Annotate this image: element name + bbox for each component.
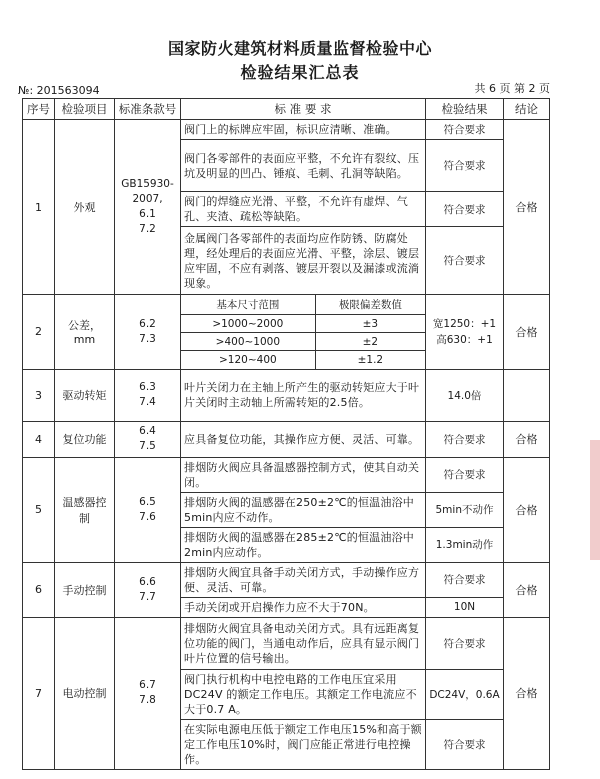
row-number: 3 — [23, 369, 55, 421]
row-number: 6 — [23, 562, 55, 617]
test-item: 驱动转矩 — [55, 369, 115, 421]
col-header-item: 检验项目 — [55, 99, 115, 120]
test-result: 符合要求 — [426, 140, 504, 192]
test-item: 复位功能 — [55, 421, 115, 457]
requirement-text: 阀门执行机构中电控电路的工作电压宜采用 DC24V 的额定工作电压。其额定工作电流应不大于0.7 A。 — [181, 669, 426, 719]
conclusion: 合格 — [504, 421, 550, 457]
requirement-text: 排烟防火阀的温感器在285±2℃的恒温油浴中2min内应动作。 — [181, 527, 426, 562]
test-item: 温感器控制 — [55, 457, 115, 562]
requirement-text: 手动关闭或开启操作力应不大于70N。 — [181, 597, 426, 617]
requirement-text: 应具备复位功能，其操作应方便、灵活、可靠。 — [181, 421, 426, 457]
row-number: 4 — [23, 421, 55, 457]
standard-clause: 6.6 7.7 — [115, 562, 181, 617]
results-table — [22, 98, 550, 770]
standard-clause: 6.3 7.4 — [115, 369, 181, 421]
test-result: 符合要求 — [426, 457, 504, 492]
org-title: 国家防火建筑材料质量监督检验中心 — [167, 39, 432, 58]
table-row — [23, 562, 550, 597]
size-range: >400~1000 — [181, 333, 315, 351]
test-item: 电动控制 — [55, 617, 115, 769]
table-row — [23, 457, 550, 492]
test-result: 符合要求 — [426, 562, 504, 597]
standard-clause: 6.2 7.3 — [115, 295, 181, 370]
row-number: 5 — [23, 457, 55, 562]
requirement-text: 排烟防火阀应具备温感器控制方式，使其自动关闭。 — [181, 457, 426, 492]
test-result: 宽1250：+1 高630：+1 — [426, 295, 504, 370]
test-result: 符合要求 — [426, 421, 504, 457]
document-number: №: 201563094 — [18, 84, 100, 97]
sub-header-deviation: 极限偏差数值 — [315, 295, 425, 315]
deviation-value: ±1.2 — [315, 351, 425, 369]
conclusion: 合格 — [504, 120, 550, 295]
requirement-text: 排烟防火阀宜具备电动关闭方式。具有远距离复位功能的阀门，当通电动作后，应具有显示阀门叶片位置的信号输出。 — [181, 617, 426, 669]
standard-clause: GB15930-2007, 6.1 7.2 — [115, 120, 181, 295]
col-header-no: 序号 — [23, 99, 55, 120]
requirement-text: 阀门各零部件的表面应平整，不允许有裂纹、压坑及明显的凹凸、锤痕、毛刺、孔洞等缺陷。 — [181, 140, 426, 192]
deviation-value: ±2 — [315, 333, 425, 351]
test-item: 手动控制 — [55, 562, 115, 617]
tolerance-subtable — [181, 295, 425, 369]
requirement-text: 叶片关闭力在主轴上所产生的驱动转矩应大于叶片关闭时主动轴上所需转矩的2.5倍。 — [181, 369, 426, 421]
standard-clause: 6.4 7.5 — [115, 421, 181, 457]
conclusion — [504, 369, 550, 421]
col-header-requirement: 标 准 要 求 — [181, 99, 426, 120]
requirement-text: 在实际电源电压低于额定工作电压15%和高于额定工作电压10%时，阀门应能正常进行电控操作。 — [181, 719, 426, 769]
col-header-conclusion: 结论 — [504, 99, 550, 120]
test-result: 1.3min动作 — [426, 527, 504, 562]
test-result: 符合要求 — [426, 617, 504, 669]
standard-clause: 6.7 7.8 — [115, 617, 181, 769]
test-result: 符合要求 — [426, 120, 504, 140]
conclusion: 合格 — [504, 457, 550, 562]
test-result: 10N — [426, 597, 504, 617]
sub-header-range: 基本尺寸范围 — [216, 299, 280, 311]
test-result: DC24V，0.6A — [426, 669, 504, 719]
test-result: 符合要求 — [426, 719, 504, 769]
table-row — [23, 617, 550, 669]
size-range: >1000~2000 — [181, 315, 315, 333]
page-info: 共 6 页 第 2 页 — [474, 82, 550, 95]
row-number: 1 — [23, 120, 55, 295]
table-row — [23, 295, 550, 370]
test-result: 5min不动作 — [426, 492, 504, 527]
test-result: 符合要求 — [426, 192, 504, 227]
conclusion: 合格 — [504, 617, 550, 769]
requirement-text: 阀门的焊缝应光滑、平整，不允许有虚焊、气孔、夹渣、疏松等缺陷。 — [181, 192, 426, 227]
col-header-result: 检验结果 — [426, 99, 504, 120]
tolerance-subtable-cell — [181, 295, 426, 370]
deviation-value: ±3 — [315, 315, 425, 333]
col-header-clause: 标准条款号 — [115, 99, 181, 120]
requirement-text: 排烟防火阀的温感器在250±2℃的恒温油浴中5min内应不动作。 — [181, 492, 426, 527]
seal-stamp-edge — [590, 440, 600, 560]
requirement-text: 金属阀门各零部件的表面均应作防锈、防腐处理，经处理后的表面应光滑、平整，涂层、镀层应牢固，不应有剥落、镀层开裂以及漏漆或流淌现象。 — [181, 227, 426, 295]
report-title: 检验结果汇总表 — [240, 63, 360, 82]
conclusion: 合格 — [504, 295, 550, 370]
requirement-text: 阀门上的标牌应牢固，标识应清晰、准确。 — [181, 120, 426, 140]
test-item: 公差，mm — [55, 295, 115, 370]
requirement-text: 排烟防火阀宜具备手动关闭方式，手动操作应方便、灵活、可靠。 — [181, 562, 426, 597]
test-result: 14.0倍 — [426, 369, 504, 421]
row-number: 2 — [23, 295, 55, 370]
table-row — [23, 120, 550, 140]
header-row — [23, 99, 550, 120]
table-row — [23, 421, 550, 457]
test-result: 符合要求 — [426, 227, 504, 295]
conclusion: 合格 — [504, 562, 550, 617]
size-range: >120~400 — [181, 351, 315, 369]
table-row — [23, 369, 550, 421]
standard-clause: 6.5 7.6 — [115, 457, 181, 562]
test-item: 外观 — [55, 120, 115, 295]
row-number: 7 — [23, 617, 55, 769]
